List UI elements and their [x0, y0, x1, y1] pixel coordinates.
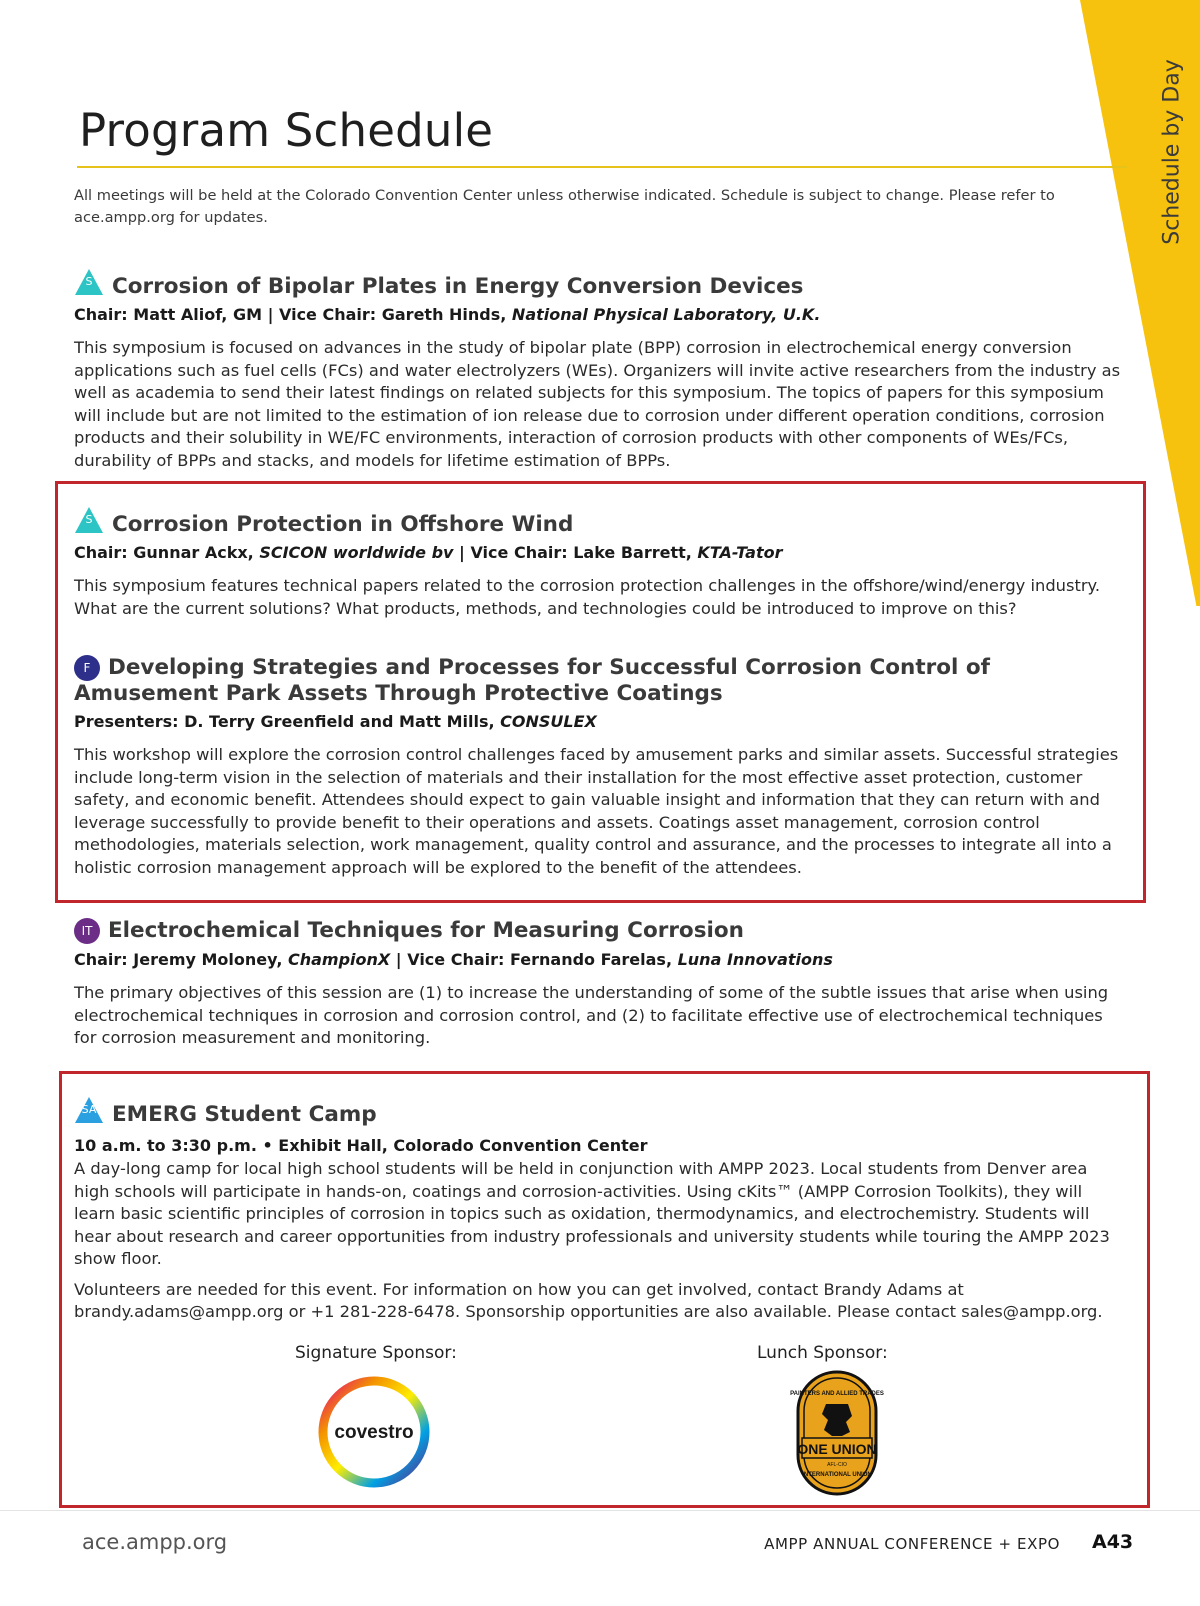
session-description: A day-long camp for local high school students will be held in conjunction with AMPP 2023. Local students from Denver area high schools will participate in hands-on, coatings and corrosion-activities. Using cKits™ (AMPP Corrosion Toolkits), they will learn basic scientific principles of corrosion in topics such as oxidation, thermodynamics, and electrochemistry. Students will hear about research and career opportunities from industry professionals and university students while touring the AMPP 2023 show floor. [74, 1159, 1110, 1268]
svg-text:ONE UNION: ONE UNION [797, 1441, 877, 1457]
session-title: IT Electrochemical Techniques for Measuring Corrosion [74, 918, 1124, 944]
session-title: SA EMERG Student Camp [74, 1096, 1124, 1127]
one-union-logo [790, 1370, 884, 1496]
session-title: F Developing Strategies and Processes for Successful Corrosion Control of Amusement Park Assets Through Protective Coatings [74, 655, 990, 706]
session-offshore-wind [74, 506, 1124, 620]
page-number: A43 [1092, 1531, 1134, 1553]
industry-circle-icon: IT [74, 918, 100, 944]
svg-text:covestro: covestro [334, 1422, 414, 1443]
session-electrochemical [74, 918, 1124, 1050]
symposium-triangle-icon: S [74, 268, 104, 296]
session-amusement-park [74, 655, 1124, 879]
signature-sponsor-label: Signature Sponsor: [295, 1343, 457, 1363]
lunch-sponsor-label: Lunch Sponsor: [757, 1343, 888, 1363]
session-chair: Chair: Matt Aliof, GM | Vice Chair: Gareth Hinds, National Physical Laboratory, U.K. [74, 305, 821, 324]
svg-text:PAINTERS AND ALLIED TRADES: PAINTERS AND ALLIED TRADES [790, 1391, 884, 1397]
symposium-triangle-icon: S [74, 506, 104, 534]
session-bipolar-plates [74, 268, 1124, 472]
footer-event-name: AMPP ANNUAL CONFERENCE + EXPO [764, 1535, 1060, 1553]
page-title: Program Schedule [79, 104, 494, 157]
session-time-location: 10 a.m. to 3:30 p.m. • Exhibit Hall, Colorado Convention Center [74, 1136, 648, 1155]
svg-text:AFL-CIO: AFL-CIO [827, 1462, 847, 1468]
session-title: S Corrosion of Bipolar Plates in Energy Conversion Devices [74, 268, 1124, 299]
session-presenters: Presenters: D. Terry Greenfield and Matt Mills, CONSULEX [74, 712, 597, 731]
session-description: The primary objectives of this session are (1) to increase the understanding of some of the subtle issues that arise when using electrochemical techniques in corrosion and corrosion control, and (2) to facilitate effective use of electrochemical techniques for corrosion measurement and monitoring. [74, 983, 1109, 1047]
session-description: This symposium is focused on advances in the study of bipolar plate (BPP) corrosion in electrochemical energy conversion applications such as fuel cells (FCs) and water electrolyzers (WEs). Organizers will invite active researchers from the industry as well as academia to send their latest findings on related subjects for this symposium. The topics of papers for this symposium will include but are not limited to the estimation of ion release due to corrosion under different operation conditions, corrosion products and their solubility in WE/FC environments, interaction of corrosion products with other components of WEs/FCs, durability of BPPs and stacks, and models for lifetime estimation of BPPs. [74, 338, 1121, 470]
intro-text: All meetings will be held at the Colorado Convention Center unless otherwise indicated. Schedule is subject to change. Please refer to ace.ampp.org for updates. [74, 187, 1055, 226]
session-chair: Chair: Jeremy Moloney, ChampionX | Vice Chair: Fernando Farelas, Luna Innovations [74, 950, 833, 969]
session-description: This symposium features technical papers related to the corrosion protection challenges in the offshore/wind/energy industry. What are the current solutions? What products, methods, and technologies could be introduced to improve on this? [74, 576, 1101, 618]
covestro-logo [316, 1374, 432, 1490]
footer-rule [0, 1510, 1200, 1511]
svg-text:INTERNATIONAL UNION: INTERNATIONAL UNION [802, 1472, 872, 1478]
student-activity-triangle-icon: SA [74, 1096, 104, 1124]
footer-site-link[interactable]: ace.ampp.org [82, 1530, 228, 1554]
forum-circle-icon: F [74, 655, 100, 681]
session-title: S Corrosion Protection in Offshore Wind [74, 506, 1124, 537]
side-tab-label: Schedule by Day [1159, 59, 1185, 245]
session-student-camp [74, 1096, 1124, 1324]
volunteer-text: Volunteers are needed for this event. For information on how you can get involved, contact Brandy Adams at brandy.adams@ampp.org or +1 281-228-6478. Sponsorship opportunities are also available. Please contact sales@ampp.org. [74, 1279, 1103, 1321]
title-rule [77, 166, 1127, 168]
session-chair: Chair: Gunnar Ackx, SCICON worldwide bv | Vice Chair: Lake Barrett, KTA-Tator [74, 543, 783, 562]
session-description: This workshop will explore the corrosion control challenges faced by amusement parks and similar assets. Successful strategies include long-term vision in the selection of materials and their installation for the most effective asset protection, customer safety, and economic benefit. Attendees should expect to gain valuable insight and information that they can return with and leverage successfully to provide benefit to their operations and assets. Coatings asset management, corrosion control methodologies, materials selection, work management, quality control and assurance, and the processes to integrate all into a holistic corrosion management approach will be explored to the benefit of the attendees. [74, 745, 1119, 877]
